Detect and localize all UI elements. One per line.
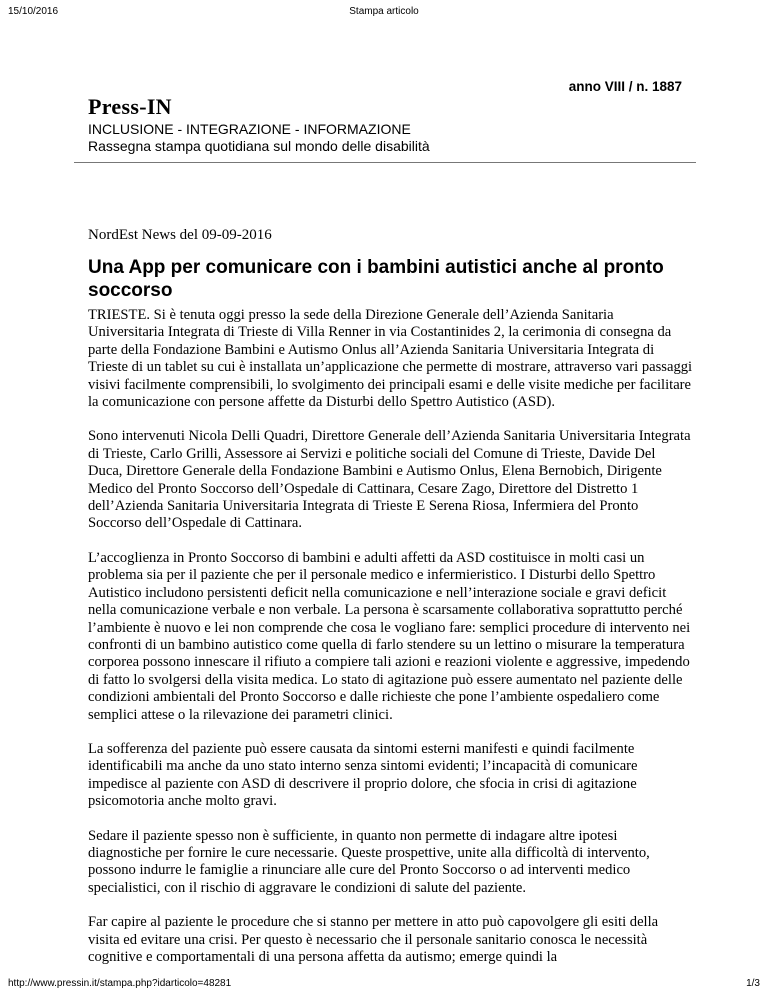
- print-title: Stampa articolo: [349, 6, 419, 17]
- page-number: 1/3: [746, 978, 760, 989]
- article-paragraph: L’accoglienza in Pronto Soccorso di bambini e adulti affetti da ASD costituisce in molti casi un problema sia per il paziente che per il personale medico e infermieristico. I Disturbi dello Spettro Autistico includono persistenti deficit nella comunicazione e nell’interazione sociale e gravi deficit nella comunicazione verbale e non verbale. La persona è scarsamente collaborativa soprattutto perché l’ambiente è nuovo e lei non comprende che cosa le vogliano fare: semplici procedure di intervento nei confronti di un bambino autistico come quella di farlo stendere su un lettino o misurare la temperatura corporea possono innescare il rifiuto a compiere tali azioni e reazioni violente e aggressive, impedendo di fatto lo svolgersi della visita medica. Lo stato di agitazione può essere aumentato nel paziente delle condizioni ambientali del Pronto Soccorso e dalle richieste che pone l’ambiente ospedaliero come semplici attese o la rilevazione dei parametri clinici.: [88, 549, 691, 723]
- subtagline: Rassegna stampa quotidiana sul mondo delle disabilità: [88, 138, 430, 154]
- masthead-divider: [74, 162, 696, 163]
- tagline: INCLUSIONE - INTEGRAZIONE - INFORMAZIONE: [88, 121, 411, 137]
- article-paragraph: Sedare il paziente spesso non è sufficiente, in quanto non permette di indagare altre ipotesi diagnostiche per fornire le cure necessarie. Queste prospettive, unite alla difficoltà di intervento, possono indurre le famiglie a rinunciare alle cure del Pronto Soccorso o ad interventi medico specialistici, con il rischio di aggravare le condizioni di salute del paziente.: [88, 827, 650, 896]
- article-paragraph: La sofferenza del paziente può essere causata da sintomi esterni manifesti e quindi facilmente identificabili ma anche da uno stato interno senza sintomi evidenti; l’incapacità di comunicare impedisce al paziente con ASD di descrivere il proprio dolore, che sfocia in crisi di agitazione psicomotoria anche molto gravi.: [88, 740, 638, 810]
- article-headline: Una App per comunicare con i bambini autistici anche al pronto soccorso: [88, 257, 664, 301]
- article-paragraph: TRIESTE. Si è tenuta oggi presso la sede della Direzione Generale dell’Azienda Sanitaria Universitaria Integrata di Trieste di Villa Renner in via Costantinides 2, la cerimonia di consegna da parte della Fondazione Bambini e Autismo Onlus all’Azienda Sanitaria Universitaria Integrata di Trieste di un tablet su cui è installata un’applicazione che permette di mostrare, attraverso vari passaggi visivi facilmente comprensibili, lo svolgimento dei principali esami e delle visite mediche per facilitare la comunicazione con persone affette da Disturbi dello Spettro Autistico (ASD).: [88, 307, 693, 411]
- article-source: NordEst News del 09-09-2016: [88, 227, 272, 243]
- issue-number: anno VIII / n. 1887: [568, 79, 682, 94]
- footer-url: http://www.pressin.it/stampa.php?idarticolo=48281: [8, 978, 232, 989]
- print-date: 15/10/2016: [8, 6, 59, 17]
- brand-logo-text: Press-IN: [88, 94, 172, 119]
- article-paragraph: Far capire al paziente le procedure che si stanno per mettere in atto può capovolgere gli esiti della visita ed evitare una crisi. Per questo è necessario che il personale sanitario conosca le necessità cognitive e comportamentali di una persona affetta da autismo; emerge quindi la: [88, 914, 659, 965]
- article-body: [88, 307, 693, 983]
- article-paragraph: Sono intervenuti Nicola Delli Quadri, Direttore Generale dell’Azienda Sanitaria Universitaria Integrata di Trieste, Carlo Grilli, Assessore ai Servizi e politiche sociali del Comune di Trieste, Davide Del Duca, Direttore Generale della Fondazione Bambini e Autismo Onlus, Elena Bernobich, Dirigente Medico del Pronto Soccorso dell’Ospedale di Cattinara, Cesare Zago, Direttore del Distretto 1 dell’Azienda Sanitaria Universitaria Integrata di Trieste E Serena Riosa, Infermiera del Pronto Soccorso dell’Ospedale di Cattinara.: [88, 428, 691, 532]
